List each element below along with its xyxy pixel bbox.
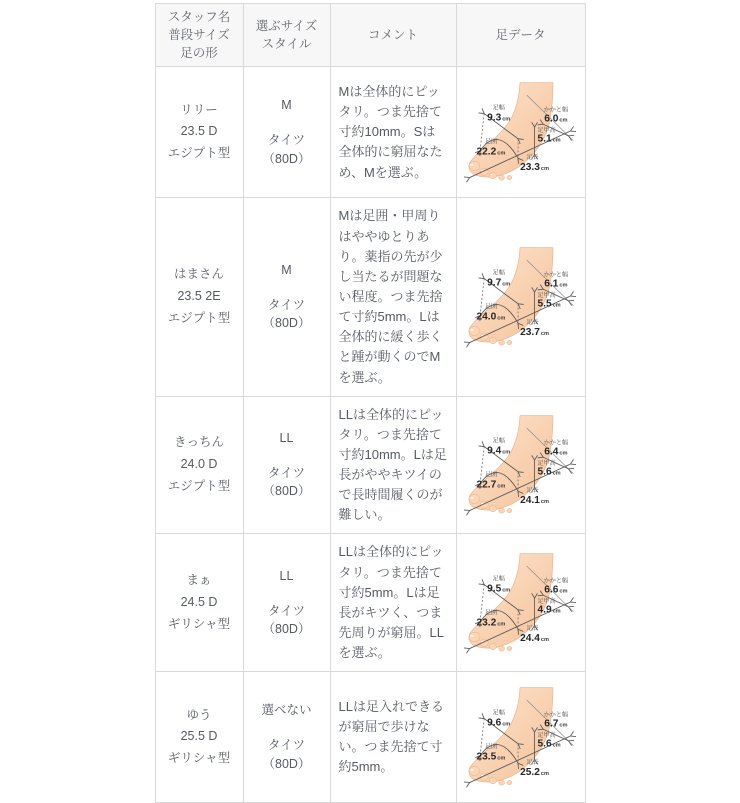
foot-width-value: 9.5cm — [486, 583, 510, 595]
foot-length-value: 23.7cm — [519, 326, 549, 338]
heel-width-label: かかと幅 — [543, 439, 568, 447]
foot-shape: エジプト型 — [167, 310, 231, 325]
comment-cell — [330, 67, 456, 198]
staff-cell — [155, 672, 243, 803]
table-row — [155, 534, 585, 672]
usual-size: 25.5 D — [180, 729, 218, 744]
heel-width-label: かかと幅 — [543, 107, 568, 115]
comment-text: LLは全体的にピッタリ。つま先捨て寸約10mm。Lは足長がややキツイので長時間履くのが難しい。 — [338, 406, 447, 523]
comment-cell — [330, 396, 456, 534]
staff-cell — [155, 534, 243, 672]
style-name: タイツ — [267, 737, 306, 752]
foot-girth-label: 足囲 — [484, 471, 497, 479]
foot-shape: ギリシャ型 — [167, 616, 231, 631]
instep-height-label: 足甲高 — [536, 292, 556, 299]
staff-cell — [155, 396, 243, 534]
foot-girth-value: 22.7cm — [476, 479, 505, 491]
style-denier: （80D） — [262, 316, 311, 331]
foot-width-label: 足幅 — [492, 710, 505, 718]
staff-name: リリー — [180, 102, 218, 117]
foot-width-value: 9.4cm — [486, 445, 510, 457]
instep-height-value: 5.5cm — [536, 298, 561, 310]
foot-length-label: 足長 — [526, 319, 539, 327]
staff-name: はまさん — [173, 267, 224, 282]
style-name: タイツ — [267, 297, 306, 312]
foot-shape: エジプト型 — [167, 479, 231, 493]
foot-shape: エジプト型 — [167, 146, 231, 161]
table-row — [155, 67, 585, 198]
instep-height-value: 5.6cm — [536, 466, 561, 478]
foot-width-label: 足幅 — [492, 269, 505, 277]
foot-length-label: 足長 — [526, 759, 539, 767]
header-chosen-size: 選ぶサイズ スタイル — [243, 4, 330, 67]
foot-width-label: 足幅 — [492, 437, 505, 445]
heel-width-value: 6.1cm — [543, 278, 567, 290]
comment-cell — [330, 534, 456, 672]
header-foot-data: 足データ — [456, 4, 585, 67]
staff-size-review-table — [155, 3, 586, 803]
heel-width-value: 6.6cm — [543, 584, 567, 596]
foot-girth-value: 24.0cm — [476, 311, 505, 323]
header-row — [155, 4, 585, 67]
header-staff: スタッフ名 普段サイズ 足の形 — [155, 4, 243, 67]
comment-text: Mは足囲・甲周りはややゆとりあり。薬指の先が少し当たるが問題ない程度。つま先捨て寸約5mm。Lは全体的に緩く歩くと踵が動くのでMを選ぶ。 — [338, 208, 443, 385]
staff-name: ゆう — [186, 707, 212, 722]
foot-measurement-diagram-icon — [458, 234, 584, 360]
foot-width-label: 足幅 — [492, 575, 505, 583]
heel-width-value: 6.0cm — [543, 113, 567, 125]
chosen-size: 選べない — [261, 703, 312, 718]
heel-width-label: かかと幅 — [543, 271, 568, 279]
foot-girth-label: 足囲 — [484, 743, 497, 751]
chosen-size-cell — [243, 396, 330, 534]
usual-size: 24.5 D — [180, 594, 218, 609]
header-comment: コメント — [330, 4, 456, 67]
foot-girth-value: 23.5cm — [476, 751, 505, 763]
style-denier: （80D） — [262, 151, 311, 166]
foot-width-value: 9.7cm — [486, 277, 510, 289]
chosen-size: M — [281, 98, 292, 113]
foot-girth-label: 足囲 — [484, 303, 497, 311]
foot-shape: ギリシャ型 — [167, 751, 231, 766]
comment-text: Mは全体的にピッタリ。つま先捨て寸約10mm。Sは全体的に窮屈なため、Mを選ぶ。 — [338, 84, 443, 180]
foot-data-cell — [456, 672, 585, 803]
staff-name: まぁ — [186, 573, 212, 588]
foot-data-cell — [456, 198, 585, 396]
foot-data-cell — [456, 534, 585, 672]
foot-girth-label: 足囲 — [484, 609, 497, 617]
usual-size: 24.0 D — [180, 457, 218, 472]
style-denier: （80D） — [262, 756, 311, 771]
foot-girth-label: 足囲 — [484, 139, 497, 147]
table-row — [155, 198, 585, 396]
instep-height-label: 足甲高 — [536, 597, 556, 605]
staff-name: きっちん — [173, 435, 224, 450]
comment-text: LLは全体的にピッタリ。つま先捨て寸約5mm。Lは足長がキツく、つま先周りが窮屈。LLを選ぶ。 — [338, 544, 444, 661]
heel-width-label: かかと幅 — [543, 577, 568, 585]
instep-height-value: 5.6cm — [536, 739, 561, 751]
style-name: タイツ — [267, 133, 306, 147]
foot-measurement-diagram-icon — [458, 69, 584, 195]
foot-measurement-diagram-icon — [458, 674, 584, 800]
foot-width-label: 足幅 — [492, 105, 505, 113]
instep-height-value: 4.9cm — [536, 604, 561, 616]
usual-size: 23.5 2E — [177, 289, 221, 304]
foot-measurement-diagram-icon — [458, 540, 584, 666]
foot-girth-value: 23.2cm — [476, 617, 505, 629]
staff-cell — [155, 198, 243, 396]
foot-width-value: 9.6cm — [486, 717, 510, 729]
comment-text: LLは足入れできるが窮屈で歩けない。つま先捨て寸約5mm。 — [338, 699, 444, 775]
chosen-size: LL — [279, 568, 294, 583]
foot-length-label: 足長 — [526, 154, 539, 162]
foot-girth-value: 22.2cm — [476, 146, 505, 158]
table-row — [155, 396, 585, 534]
instep-height-value: 5.1cm — [536, 134, 561, 146]
heel-width-value: 6.7cm — [543, 718, 567, 730]
instep-height-label: 足甲高 — [536, 460, 556, 468]
chosen-size-cell — [243, 198, 330, 396]
usual-size: 23.5 D — [180, 124, 218, 139]
comment-cell — [330, 672, 456, 803]
comment-cell — [330, 198, 456, 396]
foot-data-cell — [456, 396, 585, 534]
table-row — [155, 672, 585, 803]
foot-length-value: 24.4cm — [519, 632, 549, 644]
foot-length-value: 24.1cm — [519, 494, 549, 506]
foot-length-value: 25.2cm — [519, 767, 549, 779]
instep-height-label: 足甲高 — [536, 732, 556, 740]
chosen-size-cell — [243, 672, 330, 803]
foot-length-label: 足長 — [526, 487, 539, 495]
chosen-size: LL — [279, 430, 294, 445]
foot-width-value: 9.3cm — [486, 112, 510, 124]
style-name: タイツ — [267, 465, 306, 480]
style-denier: （80D） — [262, 484, 311, 499]
staff-cell — [155, 67, 243, 198]
chosen-size-cell — [243, 534, 330, 672]
chosen-size-cell — [243, 67, 330, 198]
chosen-size: M — [281, 262, 292, 277]
style-denier: （80D） — [262, 622, 311, 637]
foot-length-value: 23.3cm — [519, 162, 549, 174]
foot-length-label: 足長 — [526, 625, 539, 633]
foot-measurement-diagram-icon — [458, 402, 584, 528]
style-name: タイツ — [267, 603, 306, 618]
heel-width-value: 6.4cm — [543, 446, 567, 458]
instep-height-label: 足甲高 — [536, 127, 556, 135]
heel-width-label: かかと幅 — [543, 711, 568, 719]
foot-data-cell — [456, 67, 585, 198]
